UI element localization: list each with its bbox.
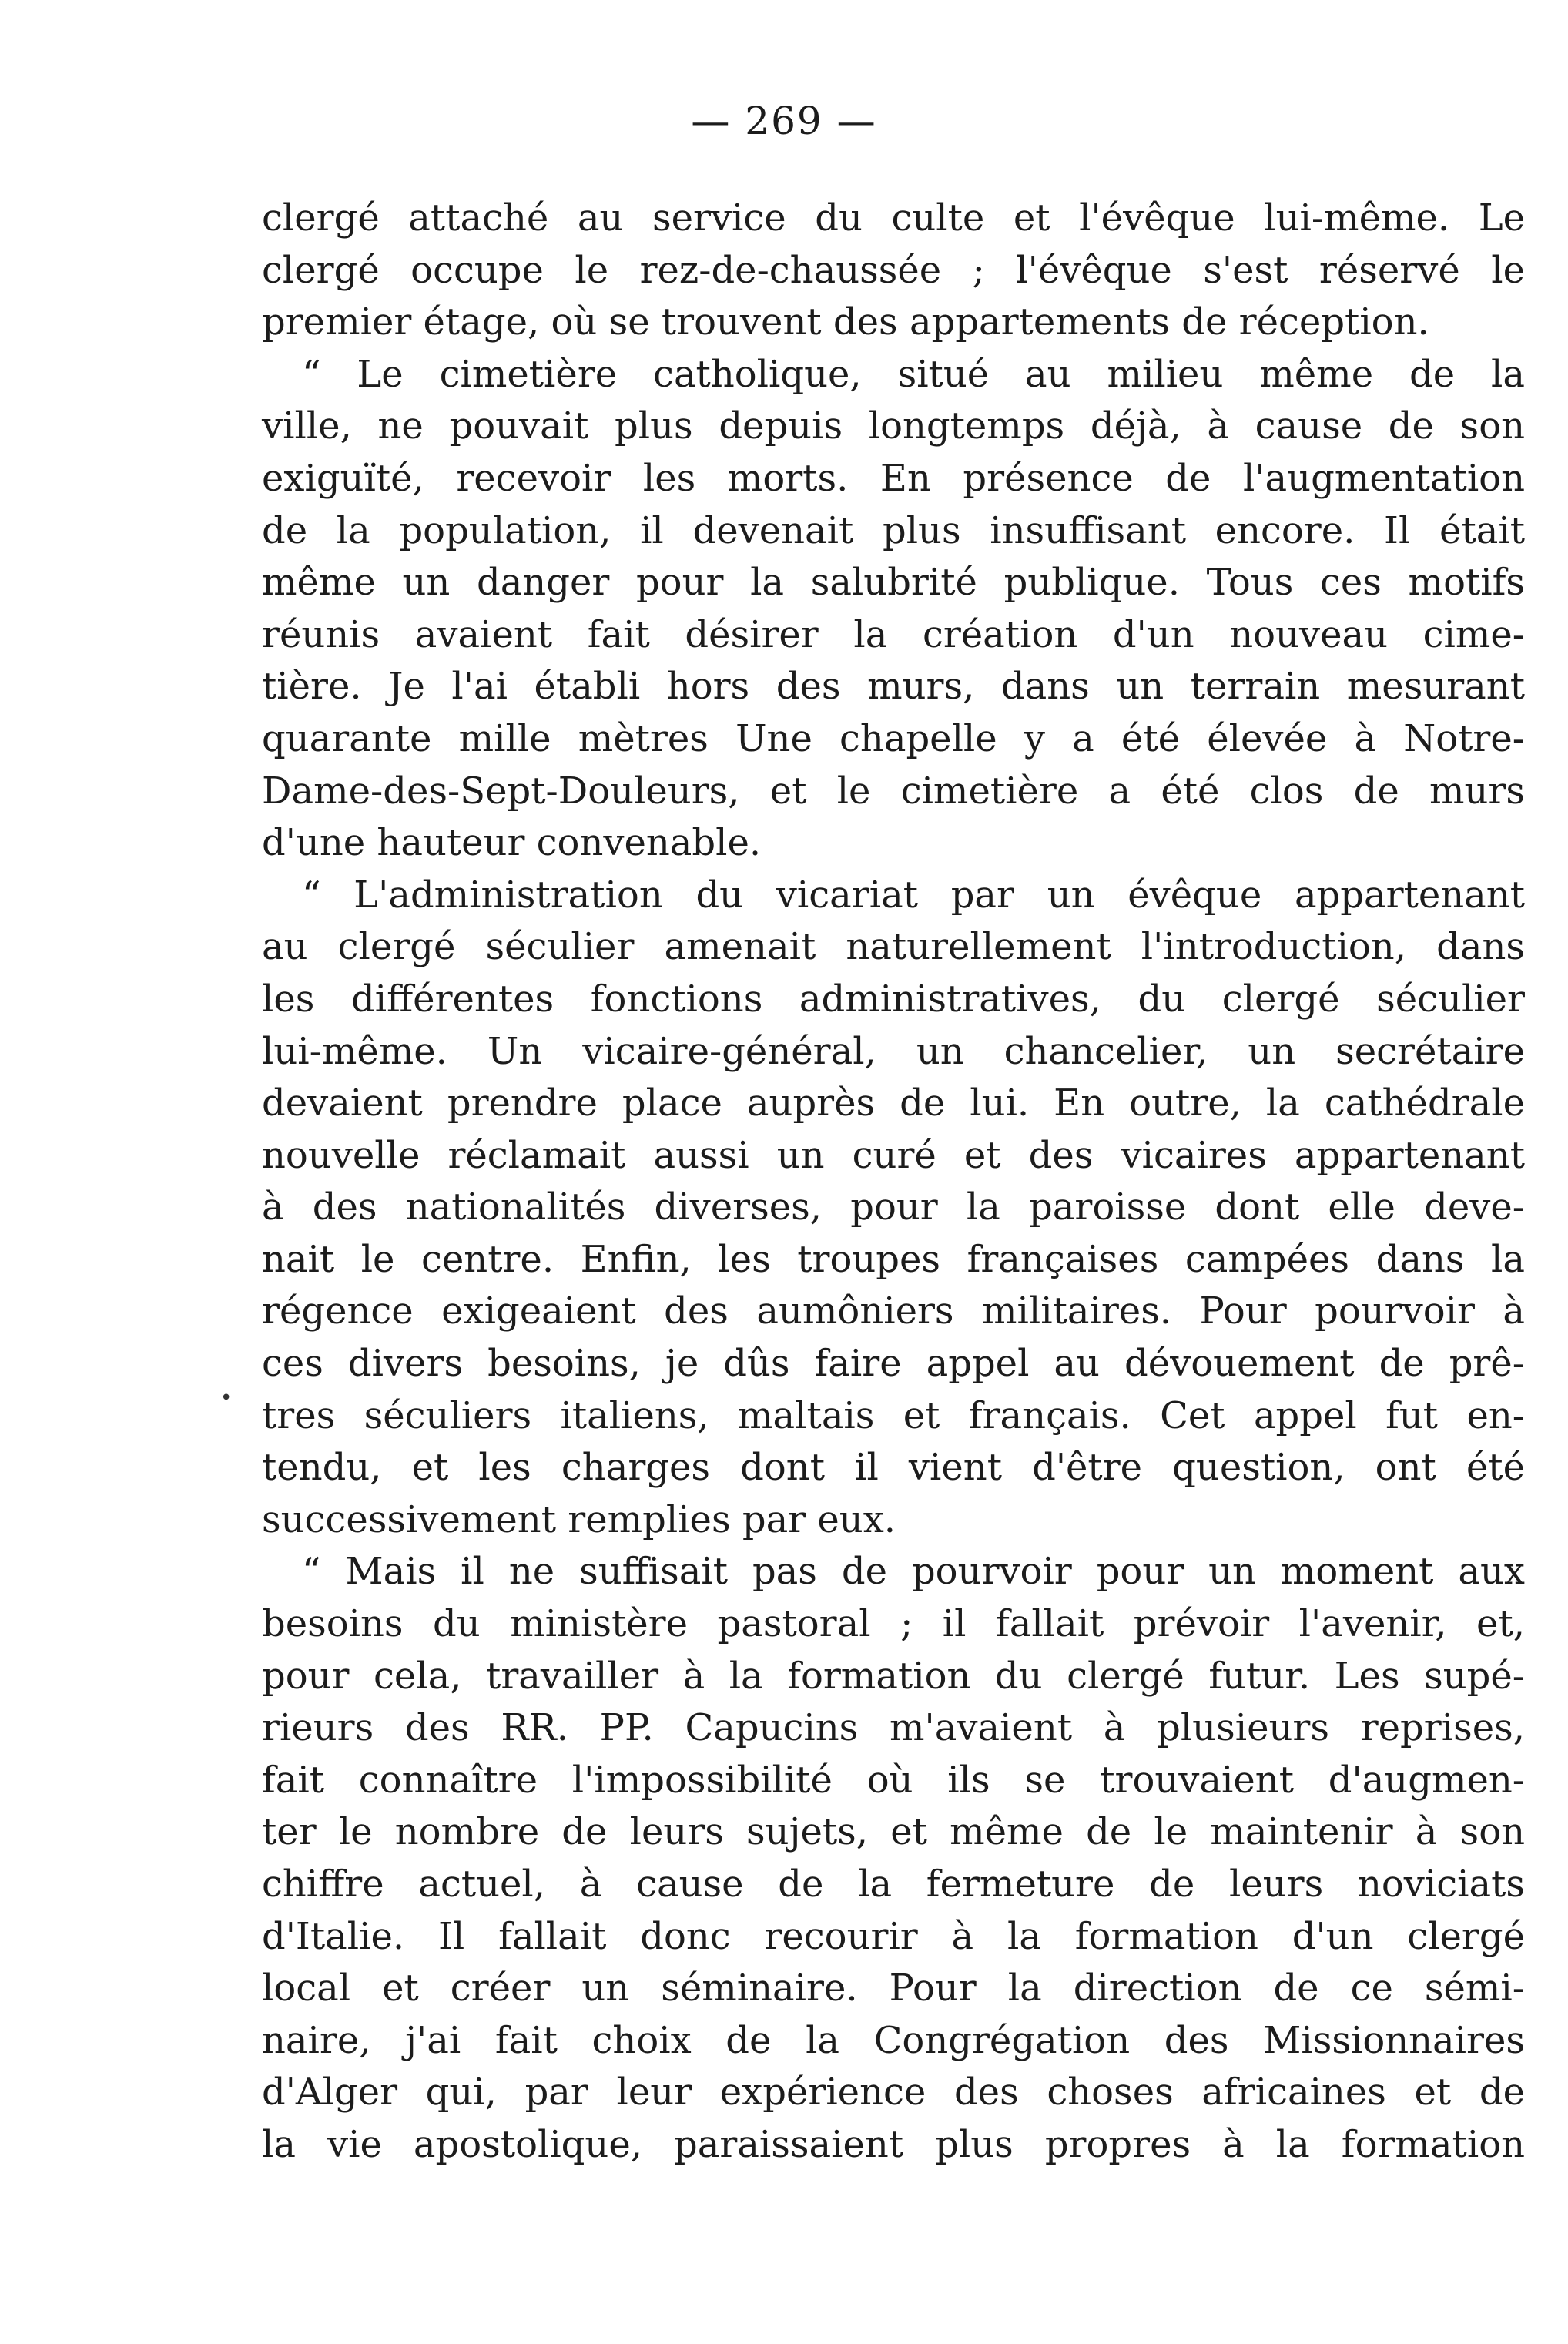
text-line: rieurs des RR. PP. Capucins m'avaient à plusieurs reprises, [262, 1706, 1525, 1750]
text-line: local et créer un séminaire. Pour la direction de ce sémi- [262, 1967, 1525, 2010]
text-line: tière. Je l'ai établi hors des murs, dans un terrain mesurant [262, 665, 1525, 709]
text-line: chiffre actuel, à cause de la fermeture de leurs noviciats [262, 1863, 1525, 1906]
page-number: — 269 — [691, 99, 877, 143]
text-line: lui-même. Un vicaire-général, un chancelier, un secrétaire [262, 1029, 1525, 1073]
text-line: nait le centre. Enfin, les troupes françaises campées dans la [262, 1237, 1525, 1281]
text-line: “ L'administration du vicariat par un évêque appartenant [302, 873, 1525, 917]
text-line: d'une hauteur convenable. [262, 821, 762, 865]
text-line: clergé occupe le rez-de-chaussée ; l'évêque s'est réservé le [262, 248, 1525, 292]
text-line: naire, j'ai fait choix de la Congrégation des Missionnaires [262, 2018, 1525, 2062]
text-line: tendu, et les charges dont il vient d'être question, ont été [262, 1446, 1525, 1490]
text-line: “ Le cimetière catholique, situé au milieu même de la [302, 352, 1525, 396]
text-line: d'Alger qui, par leur expérience des choses africaines et de [262, 2071, 1525, 2114]
text-line: fait connaître l'impossibilité où ils se trouvaient d'augmen- [262, 1758, 1525, 1802]
text-line: ces divers besoins, je dûs faire appel au dévouement de prê- [262, 1342, 1525, 1386]
text-line: successivement remplies par eux. [262, 1497, 896, 1541]
text-line: ville, ne pouvait plus depuis longtemps déjà, à cause de son [262, 404, 1525, 448]
text-line: régence exigeaient des aumôniers militaires. Pour pourvoir à [262, 1289, 1525, 1333]
text-line: de la population, il devenait plus insuffisant encore. Il était [262, 508, 1525, 552]
text-line: “ Mais il ne suffisait pas de pourvoir pour un moment aux [302, 1550, 1525, 1594]
text-line: pour cela, travailler à la formation du clergé futur. Les supé- [262, 1654, 1525, 1698]
text-line: la vie apostolique, paraissaient plus propres à la formation [262, 2122, 1525, 2166]
text-line: quarante mille mètres Une chapelle y a été élevée à Notre- [262, 716, 1525, 760]
text-line: à des nationalités diverses, pour la paroisse dont elle deve- [262, 1185, 1525, 1229]
text-line: réunis avaient fait désirer la création d'un nouveau cime- [262, 612, 1525, 656]
text-line: Dame-des-Sept-Douleurs, et le cimetière a été clos de murs [262, 769, 1525, 813]
text-line: nouvelle réclamait aussi un curé et des vicaires appartenant [262, 1133, 1525, 1177]
text-line: besoins du ministère pastoral ; il fallait prévoir l'avenir, et, [262, 1602, 1525, 1646]
text-line: les différentes fonctions administratives, du clergé séculier [262, 977, 1525, 1021]
text-line: tres séculiers italiens, maltais et français. Cet appel fut en- [262, 1393, 1525, 1437]
page-body [262, 193, 1525, 2171]
text-line: exiguïté, recevoir les morts. En présence de l'augmentation [262, 456, 1525, 500]
text-line: clergé attaché au service du culte et l'évêque lui-même. Le [262, 196, 1525, 240]
text-line: d'Italie. Il fallait donc recourir à la formation d'un clergé [262, 1914, 1525, 1958]
text-line: au clergé séculier amenait naturellement l'introduction, dans [262, 925, 1525, 969]
text-line: premier étage, où se trouvent des appartements de réception. [262, 300, 1429, 344]
margin-mark: • [220, 1387, 233, 1410]
text-line: devaient prendre place auprès de lui. En outre, la cathédrale [262, 1081, 1525, 1125]
text-line: même un danger pour la salubrité publique. Tous ces motifs [262, 561, 1525, 605]
text-line: ter le nombre de leurs sujets, et même de le maintenir à son [262, 1810, 1525, 1854]
